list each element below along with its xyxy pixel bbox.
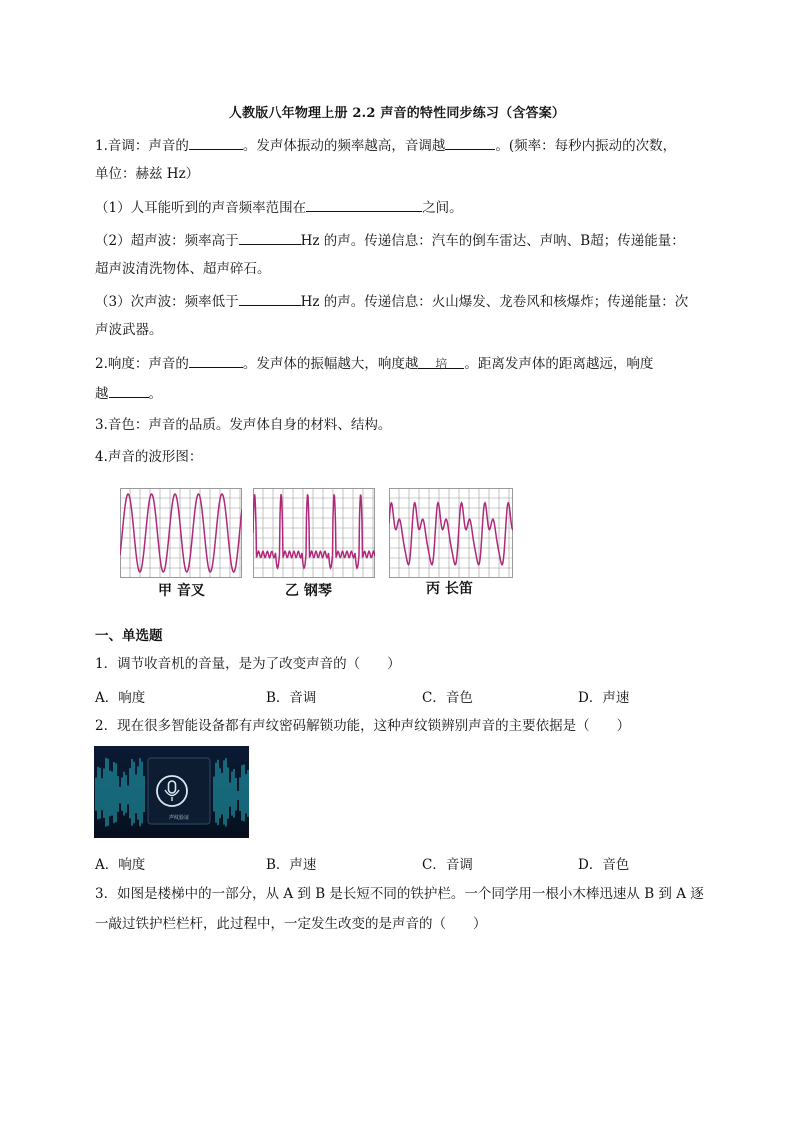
question-2-option-d[interactable]: D．音色 xyxy=(578,857,630,873)
voiceprint-image xyxy=(94,746,249,838)
blank-hearing-range xyxy=(306,197,422,212)
blank-pitch-high xyxy=(445,135,495,150)
blank-ultrasound-freq xyxy=(239,230,301,245)
question-1-option-c[interactable]: C．音色 xyxy=(422,690,473,706)
note-loudness: 2.响度：声音的 。发声体的振幅越大，响度越 培 。距离发声体的距离越远，响度 xyxy=(95,353,715,374)
waveform-flute xyxy=(389,488,513,578)
blank-pitch-def xyxy=(189,135,243,150)
waveform-tuning-fork xyxy=(120,488,242,578)
note-loudness-distance: 越 。 xyxy=(95,383,715,404)
waveform-label-flute: 丙 长笛 xyxy=(426,581,473,597)
note-waveform-heading: 4.声音的波形图： xyxy=(95,449,203,465)
waveform-label-piano: 乙 钢琴 xyxy=(285,583,332,599)
section-heading: 一、单选题 xyxy=(95,628,163,644)
note-timbre: 3.音色：声音的品质。发声体自身的材料、结构。 xyxy=(95,417,392,433)
note-ultrasound-uses: 超声波清洗物体、超声碎石。 xyxy=(95,261,271,277)
note-ultrasound: （2）超声波：频率高于 Hz 的声。传递信息：汽车的倒车雷达、声呐、B超；传递能量： xyxy=(95,230,715,251)
note-infrasound: （3）次声波：频率低于 Hz 的声。传递信息：火山爆发、龙卷风和核爆炸；传递能量：次 xyxy=(95,291,715,312)
question-2-option-a[interactable]: A．响度 xyxy=(95,857,146,873)
note-hearing-range: （1）人耳能听到的声音频率范围在 之间。 xyxy=(95,197,715,218)
waveform-label-tuning-fork: 甲 音叉 xyxy=(158,583,205,599)
question-2-stem: 2．现在很多智能设备都有声纹密码解锁功能，这种声纹锁辨别声音的主要依据是（ ） xyxy=(95,718,631,734)
question-2-option-b[interactable]: B．声速 xyxy=(266,857,317,873)
question-1-stem: 1．调节收音机的音量，是为了改变声音的（ ） xyxy=(95,656,401,672)
question-2-option-c[interactable]: C．音调 xyxy=(422,857,473,873)
waveform-piano xyxy=(253,488,375,578)
note-infrasound-uses: 声波武器。 xyxy=(95,322,163,338)
question-3-stem-line-1: 3．如图是楼梯中的一部分，从 A 到 B 是长短不同的铁护栏。一个同学用一根小木棒迅速从 B 到 A 逐 xyxy=(95,886,704,902)
blank-loudness-def xyxy=(189,353,243,368)
blank-infrasound-freq xyxy=(239,291,301,306)
blank-loudness-far xyxy=(109,383,149,398)
blank-loudness-large: 培 xyxy=(418,354,464,369)
question-3-stem-line-2: 一敲过铁护栏栏杆，此过程中，一定发生改变的是声音的（ ） xyxy=(95,916,487,932)
note-unit-line: 单位：赫兹 Hz） xyxy=(95,166,200,182)
voiceprint-caption: 声纹验证 xyxy=(168,815,189,821)
question-1-option-d[interactable]: D．声速 xyxy=(578,690,630,706)
voiceprint-waves xyxy=(94,746,249,838)
document-title: 人教版八年物理上册 2.2 声音的特性同步练习（含答案） xyxy=(228,106,566,121)
question-1-option-b[interactable]: B．音调 xyxy=(266,690,317,706)
note-pitch-line: 1.音调：声音的 。发声体振动的频率越高，音调越 。(频率：每秒内振动的次数， xyxy=(95,135,715,156)
question-1-option-a[interactable]: A．响度 xyxy=(95,690,146,706)
